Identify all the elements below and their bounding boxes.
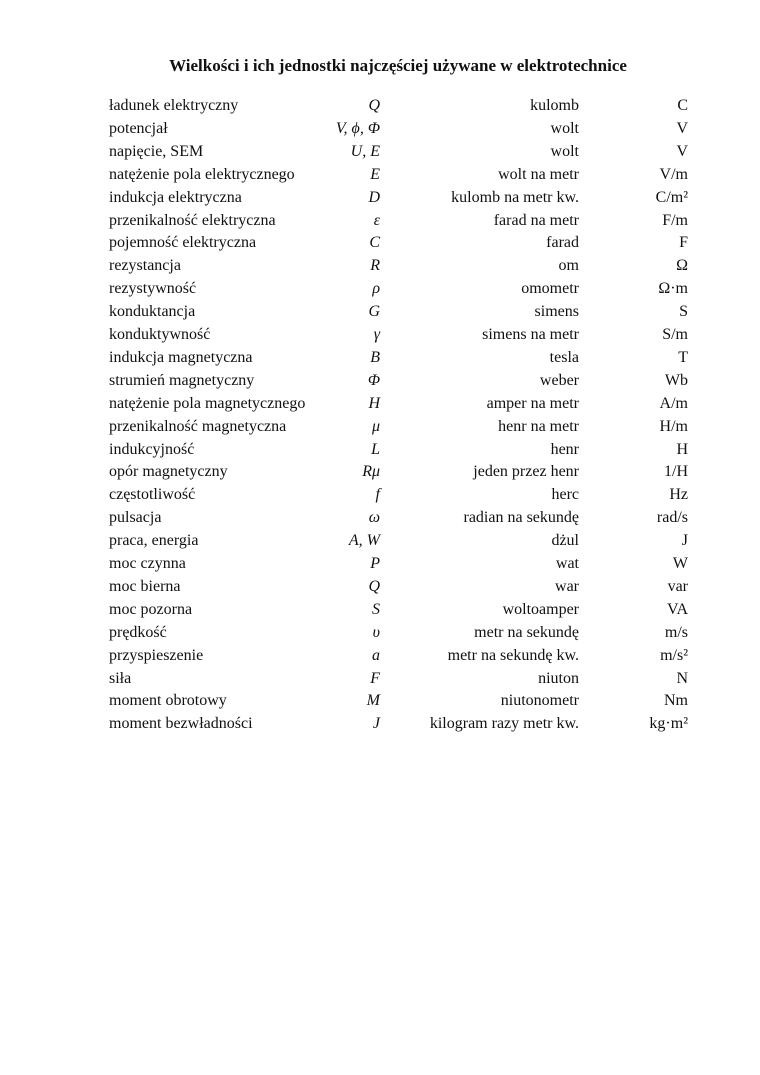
table-row (0, 369, 760, 392)
quantity-symbol: G (368, 303, 380, 321)
quantity-name: natężenie pola elektrycznego (109, 165, 295, 183)
unit-abbreviation: S/m (662, 326, 688, 343)
table-row (0, 598, 760, 621)
unit-name: wolt (550, 119, 579, 137)
unit-name: kilogram razy metr kw. (429, 715, 579, 733)
table-row (0, 438, 760, 461)
quantity-name: moc czynna (109, 555, 186, 572)
unit-abbreviation: V (676, 142, 688, 160)
table-row (0, 163, 760, 186)
quantity-symbol: ρ (372, 280, 380, 298)
table-row (0, 483, 760, 506)
unit-abbreviation: Wb (664, 371, 688, 389)
unit-abbreviation: 1/H (664, 463, 688, 481)
unit-abbreviation: J (681, 532, 688, 550)
table-row (0, 94, 760, 117)
unit-abbreviation: H (676, 440, 688, 458)
quantity-name: moment obrotowy (109, 692, 227, 710)
unit-abbreviation: N (676, 669, 688, 687)
unit-abbreviation: Ω (676, 257, 688, 275)
unit-abbreviation: m/s² (660, 646, 688, 664)
unit-name: wat (555, 555, 579, 572)
unit-abbreviation: S (679, 303, 688, 321)
unit-name: om (558, 257, 579, 275)
unit-abbreviation: m/s (664, 623, 688, 641)
quantity-symbol: E (370, 165, 380, 183)
table-row (0, 712, 760, 735)
table-row (0, 254, 760, 277)
quantity-name: moment bezwładności (109, 715, 253, 733)
unit-name: metr na sekundę kw. (447, 646, 579, 664)
quantity-symbol: M (366, 692, 380, 710)
unit-abbreviation: F (679, 234, 688, 252)
unit-name: war (555, 577, 579, 595)
unit-abbreviation: W (672, 555, 688, 572)
quantity-name: opór magnetyczny (109, 463, 228, 481)
table-row (0, 689, 760, 712)
table-row (0, 415, 760, 438)
quantity-name: indukcja magnetyczna (109, 348, 253, 366)
quantity-name: siła (109, 669, 132, 687)
unit-name: weber (539, 371, 579, 389)
table-row (0, 323, 760, 346)
unit-name: woltoamper (502, 600, 579, 618)
quantity-name: przyspieszenie (109, 646, 204, 664)
quantity-name: przenikalność elektryczna (109, 211, 276, 229)
quantity-name: praca, energia (109, 532, 199, 550)
quantity-name: ładunek elektryczny (109, 97, 239, 114)
quantity-symbol: U, E (350, 142, 380, 160)
quantity-name: pojemność elektryczna (109, 234, 257, 252)
unit-abbreviation: C/m² (655, 188, 688, 206)
unit-abbreviation: Nm (664, 692, 688, 710)
quantity-symbol: S (372, 600, 380, 618)
quantity-symbol: Φ (367, 371, 380, 389)
unit-name: dżul (551, 532, 579, 550)
table-row (0, 575, 760, 598)
quantity-symbol: F (370, 669, 380, 687)
unit-name: simens (534, 303, 579, 321)
unit-name: tesla (549, 348, 579, 366)
unit-abbreviation: V/m (659, 165, 688, 183)
unit-name: jeden przez henr (473, 463, 579, 481)
quantity-name: napięcie, SEM (109, 142, 204, 160)
unit-name: herc (551, 486, 579, 504)
table-row (0, 529, 760, 552)
unit-name: radian na sekundę (463, 509, 579, 527)
quantity-symbol: Q (368, 97, 380, 114)
table-row (0, 346, 760, 369)
unit-abbreviation: VA (666, 600, 688, 618)
quantity-name: moc pozorna (109, 600, 193, 618)
quantity-symbol: R (370, 257, 380, 275)
table-row (0, 392, 760, 415)
quantity-symbol: V, ϕ, Φ (335, 119, 380, 137)
quantity-name: potencjał (109, 119, 168, 137)
table-row (0, 621, 760, 644)
table-row (0, 300, 760, 323)
quantity-name: indukcja elektryczna (109, 188, 242, 206)
quantity-symbol: μ (371, 417, 380, 435)
quantity-symbol: C (369, 234, 380, 252)
quantity-symbol: Rμ (362, 463, 380, 481)
unit-abbreviation: Hz (669, 486, 688, 504)
quantity-symbol: J (372, 715, 380, 733)
unit-name: henr na metr (498, 417, 579, 435)
quantity-name: indukcyjność (109, 440, 195, 458)
quantity-symbol: B (370, 348, 380, 366)
quantity-name: moc bierna (109, 577, 181, 595)
unit-name: farad (546, 234, 579, 252)
unit-abbreviation: H/m (659, 417, 688, 435)
unit-abbreviation: A/m (659, 394, 688, 412)
quantity-symbol: P (370, 555, 380, 572)
quantity-name: strumień magnetyczny (109, 371, 255, 389)
unit-abbreviation: T (678, 348, 688, 366)
quantity-name: częstotliwość (109, 486, 196, 504)
unit-name: kulomb na metr kw. (451, 188, 579, 206)
unit-name: niuton (538, 669, 579, 687)
table-row (0, 140, 760, 163)
unit-abbreviation: Ω·m (658, 280, 688, 298)
unit-name: kulomb (530, 97, 579, 114)
quantity-symbol: Q (368, 577, 380, 595)
quantity-symbol: A, W (348, 532, 380, 550)
unit-name: wolt (550, 142, 579, 160)
quantity-name: natężenie pola magnetycznego (109, 394, 306, 412)
table-row (0, 460, 760, 483)
unit-abbreviation: C (677, 97, 688, 114)
table-row (0, 644, 760, 667)
table-row (0, 506, 760, 529)
unit-abbreviation: kg·m² (649, 715, 688, 733)
table-row (0, 552, 760, 575)
quantity-symbol: D (368, 188, 380, 206)
unit-name: niutonometr (500, 692, 579, 710)
table-row (0, 667, 760, 690)
quantity-symbol: ε (373, 211, 380, 229)
quantity-symbol: γ (373, 326, 380, 343)
quantity-name: prędkość (109, 623, 167, 641)
table-row (0, 186, 760, 209)
quantity-symbol: a (372, 646, 380, 664)
unit-abbreviation: V (676, 119, 688, 137)
page-title: Wielkości i ich jednostki najczęściej używane w elektrotechnice (169, 56, 627, 75)
table-row (0, 209, 760, 232)
unit-name: farad na metr (493, 211, 579, 229)
table-row (0, 231, 760, 254)
quantity-symbol: H (368, 394, 380, 412)
unit-name: wolt na metr (498, 165, 579, 183)
table-row (0, 117, 760, 140)
quantity-name: pulsacja (109, 509, 162, 527)
quantity-symbol: υ (372, 623, 380, 641)
quantity-symbol: L (371, 440, 380, 458)
quantity-name: konduktywność (109, 326, 211, 343)
quantity-symbol: ω (368, 509, 380, 527)
unit-name: henr (550, 440, 579, 458)
unit-name: simens na metr (482, 326, 579, 343)
unit-abbreviation: var (667, 577, 688, 595)
unit-name: metr na sekundę (474, 623, 579, 641)
unit-abbreviation: F/m (662, 211, 688, 229)
unit-name: amper na metr (486, 394, 579, 412)
unit-abbreviation: rad/s (656, 509, 688, 527)
quantity-name: przenikalność magnetyczna (109, 417, 287, 435)
quantity-name: rezystywność (109, 280, 197, 298)
unit-name: omometr (521, 280, 579, 298)
quantity-name: rezystancja (109, 257, 181, 275)
quantity-name: konduktancja (109, 303, 196, 321)
table-row (0, 277, 760, 300)
quantity-symbol: f (375, 486, 380, 504)
